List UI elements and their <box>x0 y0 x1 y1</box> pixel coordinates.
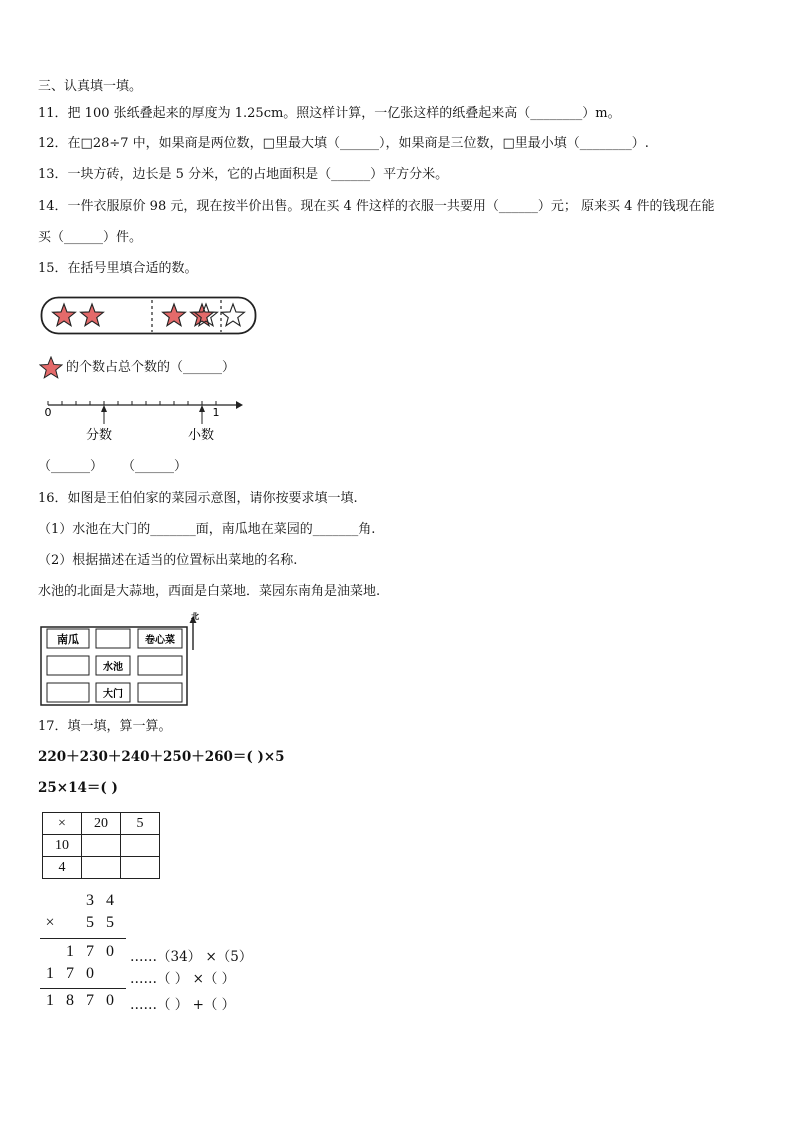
vertical-rule-1 <box>40 938 126 939</box>
question-16: 16．如图是王伯伯家的菜园示意图，请你按要求填一填. <box>38 491 358 506</box>
vertical-note-1: ……（34） ×（5） <box>130 949 253 965</box>
question-14-line2: 买（______）件。 <box>38 230 143 245</box>
fraction-label: 分数 <box>85 428 113 443</box>
blank-decimal: （______） <box>122 459 188 474</box>
vertical-row-5: 1 8 7 0 <box>46 992 114 1009</box>
table-cell-blank[interactable] <box>121 835 160 857</box>
vertical-row-1: 3 4 <box>86 892 114 909</box>
question-17: 17．填一填，算一算。 <box>38 719 172 734</box>
star-fraction-text: 的个数占总个数的（______） <box>66 360 236 375</box>
garden-map <box>38 610 208 710</box>
number-line-zero: 0 <box>44 406 52 419</box>
map-gate: 大门 <box>103 689 123 700</box>
blank-fraction: （______） <box>38 459 104 474</box>
vertical-row-2: × 5 5 <box>45 914 114 931</box>
arrow-head <box>101 405 107 412</box>
table-row-10: 10 <box>43 835 82 857</box>
question-16-2: （2）根据描述在适当的位置标出菜地的名称. <box>38 553 298 568</box>
question-13: 13．一块方砖，边长是 5 分米，它的占地面积是（______）平方分米。 <box>38 167 449 182</box>
multiplication-table <box>42 812 160 879</box>
empty-star <box>222 304 245 326</box>
map-north: 北 <box>191 612 199 621</box>
table-header-20: 20 <box>82 813 121 835</box>
question-15: 15．在括号里填合适的数。 <box>38 261 198 276</box>
map-pool: 水池 <box>103 662 123 673</box>
question-16-1: （1）水池在大门的_______面，南瓜地在菜园的_______角. <box>38 522 376 537</box>
filled-star <box>53 304 76 326</box>
number-line <box>38 392 248 452</box>
table-row-4: 4 <box>43 857 82 879</box>
vertical-note-3: ……（ ） +（ ） <box>130 997 236 1013</box>
filled-star <box>81 304 104 326</box>
vertical-rule-2 <box>40 988 126 989</box>
equation-1: 220＋230＋240＋250＋260＝( )×5 <box>38 749 285 765</box>
star-strip <box>40 296 258 336</box>
question-16-description: 水池的北面是大蒜地，西面是白菜地．菜园东南角是油菜地. <box>38 584 381 599</box>
vertical-note-2: ……（ ） ×（ ） <box>130 971 236 987</box>
decimal-label: 小数 <box>187 428 215 443</box>
vertical-row-3: 1 7 0 <box>66 943 114 960</box>
filled-star <box>191 304 214 326</box>
table-cell-blank[interactable] <box>121 857 160 879</box>
question-14-line1: 14．一件衣服原价 98 元，现在按半价出售。现在买 4 件这样的衣服一共要用（______）元； 原来买 4 件的钱现在能 <box>38 199 715 214</box>
table-header-5: 5 <box>121 813 160 835</box>
map-cabbage: 卷心菜 <box>145 635 175 646</box>
filled-star <box>163 304 186 326</box>
table-cell-blank[interactable] <box>82 857 121 879</box>
map-pumpkin: 南瓜 <box>57 633 79 646</box>
arrow-head <box>199 405 205 412</box>
number-line-one: 1 <box>212 406 220 419</box>
equation-2: 25×14＝( ) <box>38 780 118 796</box>
star-icon <box>39 356 63 380</box>
question-11: 11．把 100 张纸叠起来的厚度为 1.25cm。照这样计算，一亿张这样的纸叠起来高（________）m。 <box>38 106 621 121</box>
vertical-row-4: 1 7 0 <box>46 965 94 982</box>
table-cell-blank[interactable] <box>82 835 121 857</box>
question-12: 12．在□28÷7 中，如果商是两位数，□里最大填（______），如果商是三位数，□里最小填（________）. <box>38 136 649 151</box>
table-header-op: × <box>43 813 82 835</box>
section-header: 三、认真填一填。 <box>38 79 143 94</box>
